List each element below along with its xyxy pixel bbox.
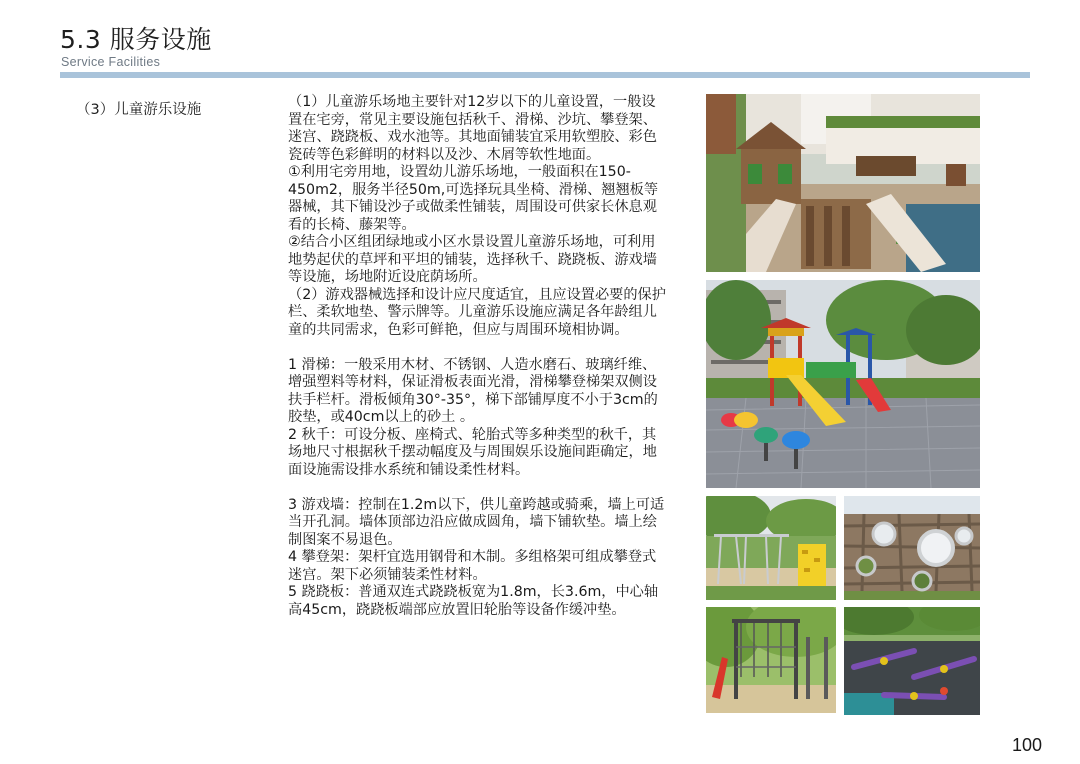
header-divider bbox=[60, 72, 1030, 78]
paragraph-2: ①利用宅旁用地，设置幼儿游乐场地，一般面积在150-450m2，服务半径50m,可选择玩具坐椅、滑梯、翘翘板等器械，其下铺设沙子或做柔性铺装，周围设可供家长休息观看的长椅、藤架等。 bbox=[288, 164, 659, 233]
body-text bbox=[288, 94, 668, 619]
section-label: （3）儿童游乐设施 bbox=[76, 102, 202, 118]
paragraph-4: （2）游戏器械选择和设计应尺度适宜，且应设置必要的保护栏、柔软地垫、警示牌等。儿童游乐设施应满足各年龄组儿童的共同需求，色彩可鲜艳，但应与周围环境相协调。 bbox=[288, 286, 666, 338]
item-slide: 1 滑梯：一般采用木材、不锈钢、人造水磨石、玻璃纤维、增强塑料等材料，保证滑板表面光滑，滑梯攀登梯架双侧设扶手栏杆。滑板倾角30°-35°，梯下部铺厚度不小于3cm的胶垫，或40cm以上的砂土 。 bbox=[288, 356, 658, 425]
photo-swing-set bbox=[706, 496, 836, 600]
paragraph-3: ②结合小区组团绿地或小区水景设置儿童游乐场地，可利用地势起伏的草坪和平坦的铺装，选择秋千、跷跷板、游戏墙等设施，场地附近设庇荫场所。 bbox=[288, 234, 657, 285]
photo-play-wall bbox=[844, 496, 980, 600]
item-seesaw: 5 跷跷板：普通双连式跷跷板宽为1.8m，长3.6m，中心轴高45cm，跷跷板端部应放置旧轮胎等设备作缓冲垫。 bbox=[288, 584, 659, 618]
photo-seesaw bbox=[844, 607, 980, 715]
paragraph-gap bbox=[288, 479, 668, 497]
item-swing: 2 秋千：可设分板、座椅式、轮胎式等多种类型的秋千，其场地尺寸根据秋千摆动幅度及与周围娱乐设施间距确定，地面设施需设排水系统和铺设柔性材料。 bbox=[288, 426, 657, 478]
page-subtitle: Service Facilities bbox=[61, 55, 161, 69]
photo-wooden-playhouse bbox=[706, 94, 980, 272]
item-climbing-frame: 4 攀登架：架杆宜选用钢骨和木制。多组格架可组成攀登式迷宫。架下必须铺装柔性材料。 bbox=[288, 549, 657, 583]
page-title: 5.3 服务设施 bbox=[60, 25, 212, 54]
paragraph-1: （1）儿童游乐场地主要针对12岁以下的儿童设置，一般设置在宅旁，常见主要设施包括秋千、滑梯、沙坑、攀登架、迷宫、跷跷板、戏水池等。其地面铺装宜采用软塑胶、彩色瓷砖等色彩鲜明的材料以及沙、木屑等软性地面。 bbox=[288, 94, 657, 163]
item-play-wall: 3 游戏墙：控制在1.2m以下，供儿童跨越或骑乘，墙上可适当开孔洞。墙体顶部边沿应做成圆角，墙下铺软垫。墙上绘制图案不易退色。 bbox=[288, 496, 665, 548]
photo-colorful-playground bbox=[706, 280, 980, 488]
page-number: 100 bbox=[1011, 735, 1042, 755]
paragraph-gap bbox=[288, 339, 668, 357]
photo-climbing-frame bbox=[706, 607, 836, 713]
